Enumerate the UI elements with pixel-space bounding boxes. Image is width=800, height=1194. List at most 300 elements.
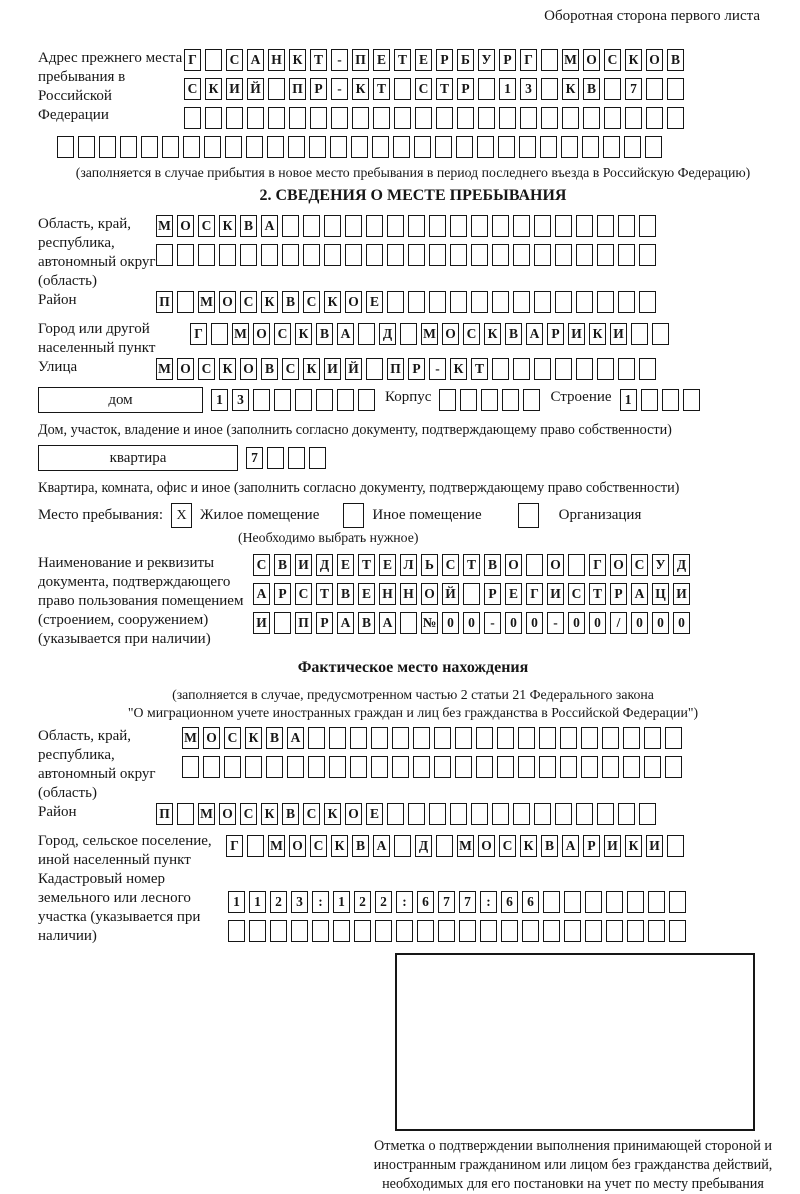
char-box: [646, 107, 663, 129]
char-box: [618, 358, 635, 380]
char-box: [282, 215, 299, 237]
stamp-area: [38, 953, 788, 1194]
char-box: К: [562, 78, 579, 100]
char-box: [652, 323, 669, 345]
char-box: К: [303, 358, 320, 380]
fact-city-block: [38, 832, 788, 870]
stamp-box: [395, 953, 755, 1131]
char-box: [57, 136, 74, 158]
char-box: [287, 756, 304, 778]
char-box: Р: [547, 323, 564, 345]
char-box: [350, 727, 367, 749]
char-box: [541, 78, 558, 100]
char-box: Б: [457, 49, 474, 71]
checkbox-residential: X: [171, 503, 192, 528]
char-box: [371, 756, 388, 778]
char-box: Т: [394, 49, 411, 71]
char-box: С: [442, 554, 459, 576]
char-box: [662, 389, 679, 411]
char-box: М: [198, 803, 215, 825]
char-box: [562, 107, 579, 129]
char-box: [582, 136, 599, 158]
char-box: [267, 136, 284, 158]
char-box: [358, 389, 375, 411]
char-box: [585, 891, 602, 913]
region-row-2: [156, 244, 660, 266]
char-box: С: [310, 835, 327, 857]
char-box: В: [240, 215, 257, 237]
char-box: [246, 136, 263, 158]
char-box: И: [610, 323, 627, 345]
document-row-2: [253, 583, 694, 605]
char-box: Р: [316, 612, 333, 634]
char-box: [683, 389, 700, 411]
apartment-number-boxes: [246, 447, 330, 469]
char-box: [434, 727, 451, 749]
char-box: С: [224, 727, 241, 749]
char-box: [414, 136, 431, 158]
char-box: Н: [379, 583, 396, 605]
char-box: В: [583, 78, 600, 100]
char-box: Т: [316, 583, 333, 605]
char-box: [576, 291, 593, 313]
char-box: К: [625, 49, 642, 71]
char-box: П: [352, 49, 369, 71]
char-box: А: [287, 727, 304, 749]
fact-city-label: Город, сельское поселение, иной населенный пункт: [38, 833, 212, 868]
char-box: [597, 291, 614, 313]
char-box: Р: [499, 49, 516, 71]
char-box: [606, 891, 623, 913]
char-box: У: [652, 554, 669, 576]
char-box: [345, 215, 362, 237]
fact-district-row: [156, 803, 660, 825]
char-box: О: [505, 554, 522, 576]
char-box: [182, 756, 199, 778]
char-box: О: [345, 803, 362, 825]
char-box: 0: [463, 612, 480, 634]
char-box: 6: [501, 891, 518, 913]
char-box: П: [156, 803, 173, 825]
char-box: [568, 554, 585, 576]
char-box: [627, 920, 644, 942]
cadastre-block: [38, 870, 788, 949]
char-box: М: [156, 358, 173, 380]
char-box: О: [203, 727, 220, 749]
char-box: [219, 244, 236, 266]
char-box: Т: [436, 78, 453, 100]
char-box: В: [337, 583, 354, 605]
char-box: О: [345, 291, 362, 313]
char-box: [502, 389, 519, 411]
char-box: [439, 389, 456, 411]
char-box: [291, 920, 308, 942]
char-box: [597, 215, 614, 237]
apartment-note: Квартира, комната, офис и иное (заполнить согласно документу, подтверждающему право собственности): [38, 480, 680, 496]
fact-region-block: [38, 727, 788, 803]
char-box: [267, 447, 284, 469]
char-box: Е: [379, 554, 396, 576]
char-box: О: [240, 358, 257, 380]
char-box: 0: [652, 612, 669, 634]
char-box: [519, 136, 536, 158]
char-box: -: [547, 612, 564, 634]
char-box: [631, 323, 648, 345]
char-box: [350, 756, 367, 778]
char-box: [308, 727, 325, 749]
char-box: [392, 727, 409, 749]
char-box: С: [295, 583, 312, 605]
char-box: [415, 107, 432, 129]
char-box: М: [232, 323, 249, 345]
char-box: [274, 389, 291, 411]
char-box: [498, 136, 515, 158]
char-box: [366, 244, 383, 266]
char-box: [623, 727, 640, 749]
char-box: [387, 215, 404, 237]
actual-location-note-1: (заполняется в случае, предусмотренном частью 2 статьи 21 Федерального закона: [172, 687, 654, 702]
char-box: [204, 136, 221, 158]
checkbox-other-premises: [343, 503, 364, 528]
char-box: К: [520, 835, 537, 857]
char-box: [429, 291, 446, 313]
document-block: [38, 554, 788, 649]
char-box: [429, 244, 446, 266]
char-box: [618, 215, 635, 237]
char-box: К: [352, 78, 369, 100]
char-box: П: [289, 78, 306, 100]
district-row: [156, 291, 660, 313]
char-box: О: [289, 835, 306, 857]
char-box: [518, 727, 535, 749]
char-box: [330, 136, 347, 158]
char-box: И: [226, 78, 243, 100]
char-box: И: [324, 358, 341, 380]
char-box: -: [429, 358, 446, 380]
char-box: В: [541, 835, 558, 857]
char-box: 2: [375, 891, 392, 913]
char-box: -: [331, 78, 348, 100]
char-box: [625, 107, 642, 129]
char-box: У: [478, 49, 495, 71]
char-box: [438, 920, 455, 942]
char-box: [295, 389, 312, 411]
char-box: К: [324, 803, 341, 825]
char-box: С: [274, 323, 291, 345]
char-box: [303, 215, 320, 237]
char-box: О: [610, 554, 627, 576]
char-box: 7: [246, 447, 263, 469]
char-box: [471, 215, 488, 237]
char-box: [639, 244, 656, 266]
char-box: В: [261, 358, 278, 380]
char-box: [585, 920, 602, 942]
char-box: Й: [247, 78, 264, 100]
char-box: Д: [673, 554, 690, 576]
fact-city-row: [226, 835, 688, 857]
char-box: [261, 244, 278, 266]
char-box: М: [457, 835, 474, 857]
char-box: С: [198, 358, 215, 380]
char-box: В: [282, 803, 299, 825]
char-box: [555, 803, 572, 825]
char-box: [289, 107, 306, 129]
char-box: Т: [373, 78, 390, 100]
char-box: 3: [232, 389, 249, 411]
char-box: Р: [274, 583, 291, 605]
char-box: [247, 107, 264, 129]
char-box: [667, 835, 684, 857]
char-box: [177, 803, 194, 825]
char-box: [156, 244, 173, 266]
actual-location-title: Фактическое место нахождения: [297, 659, 529, 676]
char-box: Р: [310, 78, 327, 100]
char-box: [648, 891, 665, 913]
char-box: 6: [522, 891, 539, 913]
char-box: [513, 358, 530, 380]
char-box: [618, 291, 635, 313]
char-box: Ь: [421, 554, 438, 576]
char-box: Г: [526, 583, 543, 605]
prev-address-row-2: [184, 78, 688, 100]
char-box: [400, 612, 417, 634]
char-box: П: [156, 291, 173, 313]
char-box: [375, 920, 392, 942]
char-box: [639, 358, 656, 380]
char-box: [337, 389, 354, 411]
char-box: Д: [415, 835, 432, 857]
char-box: :: [480, 891, 497, 913]
char-box: [324, 215, 341, 237]
char-box: [618, 803, 635, 825]
char-box: [371, 727, 388, 749]
char-box: [478, 107, 495, 129]
char-box: [618, 244, 635, 266]
char-box: [450, 244, 467, 266]
char-box: [665, 727, 682, 749]
char-box: Г: [184, 49, 201, 71]
char-box: [228, 920, 245, 942]
char-box: [413, 756, 430, 778]
char-box: [522, 920, 539, 942]
char-box: [329, 756, 346, 778]
char-box: [268, 107, 285, 129]
char-box: [288, 136, 305, 158]
char-box: Р: [583, 835, 600, 857]
char-box: [471, 291, 488, 313]
char-box: [667, 107, 684, 129]
char-box: К: [261, 291, 278, 313]
char-box: В: [274, 554, 291, 576]
char-box: [450, 291, 467, 313]
char-box: Н: [400, 583, 417, 605]
char-box: [392, 756, 409, 778]
char-box: Ц: [652, 583, 669, 605]
char-box: [581, 756, 598, 778]
char-box: В: [352, 835, 369, 857]
cadastre-row-2: [228, 920, 690, 942]
char-box: [499, 107, 516, 129]
char-box: Г: [190, 323, 207, 345]
char-box: [669, 891, 686, 913]
char-box: [576, 803, 593, 825]
char-box: Д: [379, 323, 396, 345]
char-box: П: [387, 358, 404, 380]
char-box: [564, 891, 581, 913]
char-box: 2: [270, 891, 287, 913]
char-box: С: [303, 803, 320, 825]
char-box: [408, 244, 425, 266]
char-box: [162, 136, 179, 158]
char-box: К: [261, 803, 278, 825]
char-box: Д: [316, 554, 333, 576]
char-box: [450, 803, 467, 825]
char-box: [266, 756, 283, 778]
char-box: [602, 756, 619, 778]
region-label: Область, край, республика, автономный округ (область): [38, 216, 156, 289]
char-box: [646, 78, 663, 100]
char-box: [645, 136, 662, 158]
char-box: [324, 244, 341, 266]
char-box: К: [289, 49, 306, 71]
char-box: [303, 244, 320, 266]
char-box: К: [331, 835, 348, 857]
char-box: [669, 920, 686, 942]
char-box: 0: [589, 612, 606, 634]
apartment-row: [38, 445, 788, 476]
char-box: [604, 78, 621, 100]
char-box: К: [219, 358, 236, 380]
char-box: 0: [505, 612, 522, 634]
char-box: :: [312, 891, 329, 913]
char-box: [450, 215, 467, 237]
char-box: [373, 107, 390, 129]
char-box: А: [562, 835, 579, 857]
fact-district-block: [38, 803, 788, 832]
char-box: [534, 358, 551, 380]
prev-address-boxes: [184, 49, 688, 136]
char-box: [497, 756, 514, 778]
char-box: [226, 107, 243, 129]
char-box: С: [463, 323, 480, 345]
char-box: [247, 835, 264, 857]
char-box: [270, 920, 287, 942]
char-box: С: [184, 78, 201, 100]
cadastre-row-1: [228, 891, 690, 913]
char-box: [513, 803, 530, 825]
char-box: [597, 358, 614, 380]
char-box: [394, 835, 411, 857]
char-box: [534, 803, 551, 825]
char-box: Й: [442, 583, 459, 605]
char-box: О: [478, 835, 495, 857]
char-box: [456, 136, 473, 158]
char-box: [120, 136, 137, 158]
city-label: Город или другой населенный пункт: [38, 321, 156, 356]
char-box: С: [499, 835, 516, 857]
char-box: [387, 244, 404, 266]
char-box: [492, 358, 509, 380]
char-box: [366, 358, 383, 380]
char-box: [576, 358, 593, 380]
char-box: /: [610, 612, 627, 634]
char-box: [597, 244, 614, 266]
char-box: Е: [505, 583, 522, 605]
char-box: [333, 920, 350, 942]
char-box: 1: [620, 389, 637, 411]
char-box: -: [331, 49, 348, 71]
char-box: И: [253, 612, 270, 634]
char-box: Т: [589, 583, 606, 605]
document-row-3: [253, 612, 694, 634]
char-box: [581, 727, 598, 749]
char-box: [457, 107, 474, 129]
char-box: [387, 803, 404, 825]
char-box: [476, 727, 493, 749]
option-organization-label: Организация: [558, 507, 642, 523]
char-box: [523, 389, 540, 411]
char-box: [205, 107, 222, 129]
char-box: О: [253, 323, 270, 345]
char-box: Р: [484, 583, 501, 605]
char-box: [141, 136, 158, 158]
char-box: 0: [442, 612, 459, 634]
char-box: К: [324, 291, 341, 313]
char-box: О: [219, 803, 236, 825]
char-box: [471, 244, 488, 266]
char-box: С: [226, 49, 243, 71]
option-other-premises-label: Иное помещение: [372, 507, 482, 523]
char-box: [354, 920, 371, 942]
char-box: С: [282, 358, 299, 380]
char-box: [481, 389, 498, 411]
char-box: 0: [631, 612, 648, 634]
char-box: О: [646, 49, 663, 71]
actual-location-note-2: "О миграционном учете иностранных граждан и лиц без гражданства в Российской Федерации"): [127, 705, 699, 720]
char-box: :: [396, 891, 413, 913]
house-type-box: дом: [38, 387, 203, 413]
choose-note: (Необходимо выбрать нужное): [238, 530, 419, 545]
char-box: Е: [337, 554, 354, 576]
char-box: [288, 447, 305, 469]
char-box: [240, 244, 257, 266]
char-box: [520, 107, 537, 129]
char-box: [274, 612, 291, 634]
char-box: 3: [520, 78, 537, 100]
char-box: А: [631, 583, 648, 605]
char-box: [387, 291, 404, 313]
char-box: [245, 756, 262, 778]
char-box: [667, 78, 684, 100]
char-box: Е: [415, 49, 432, 71]
char-box: [78, 136, 95, 158]
char-box: И: [547, 583, 564, 605]
char-box: [560, 756, 577, 778]
char-box: Е: [373, 49, 390, 71]
char-box: [526, 554, 543, 576]
char-box: [331, 107, 348, 129]
char-box: [455, 727, 472, 749]
char-box: [177, 291, 194, 313]
char-box: 7: [438, 891, 455, 913]
char-box: [366, 215, 383, 237]
char-box: [534, 291, 551, 313]
char-box: [541, 49, 558, 71]
prev-address-label: Адрес прежнего места пребывания в Российской Федерации: [38, 50, 183, 123]
char-box: [351, 136, 368, 158]
char-box: [225, 136, 242, 158]
char-box: 1: [249, 891, 266, 913]
